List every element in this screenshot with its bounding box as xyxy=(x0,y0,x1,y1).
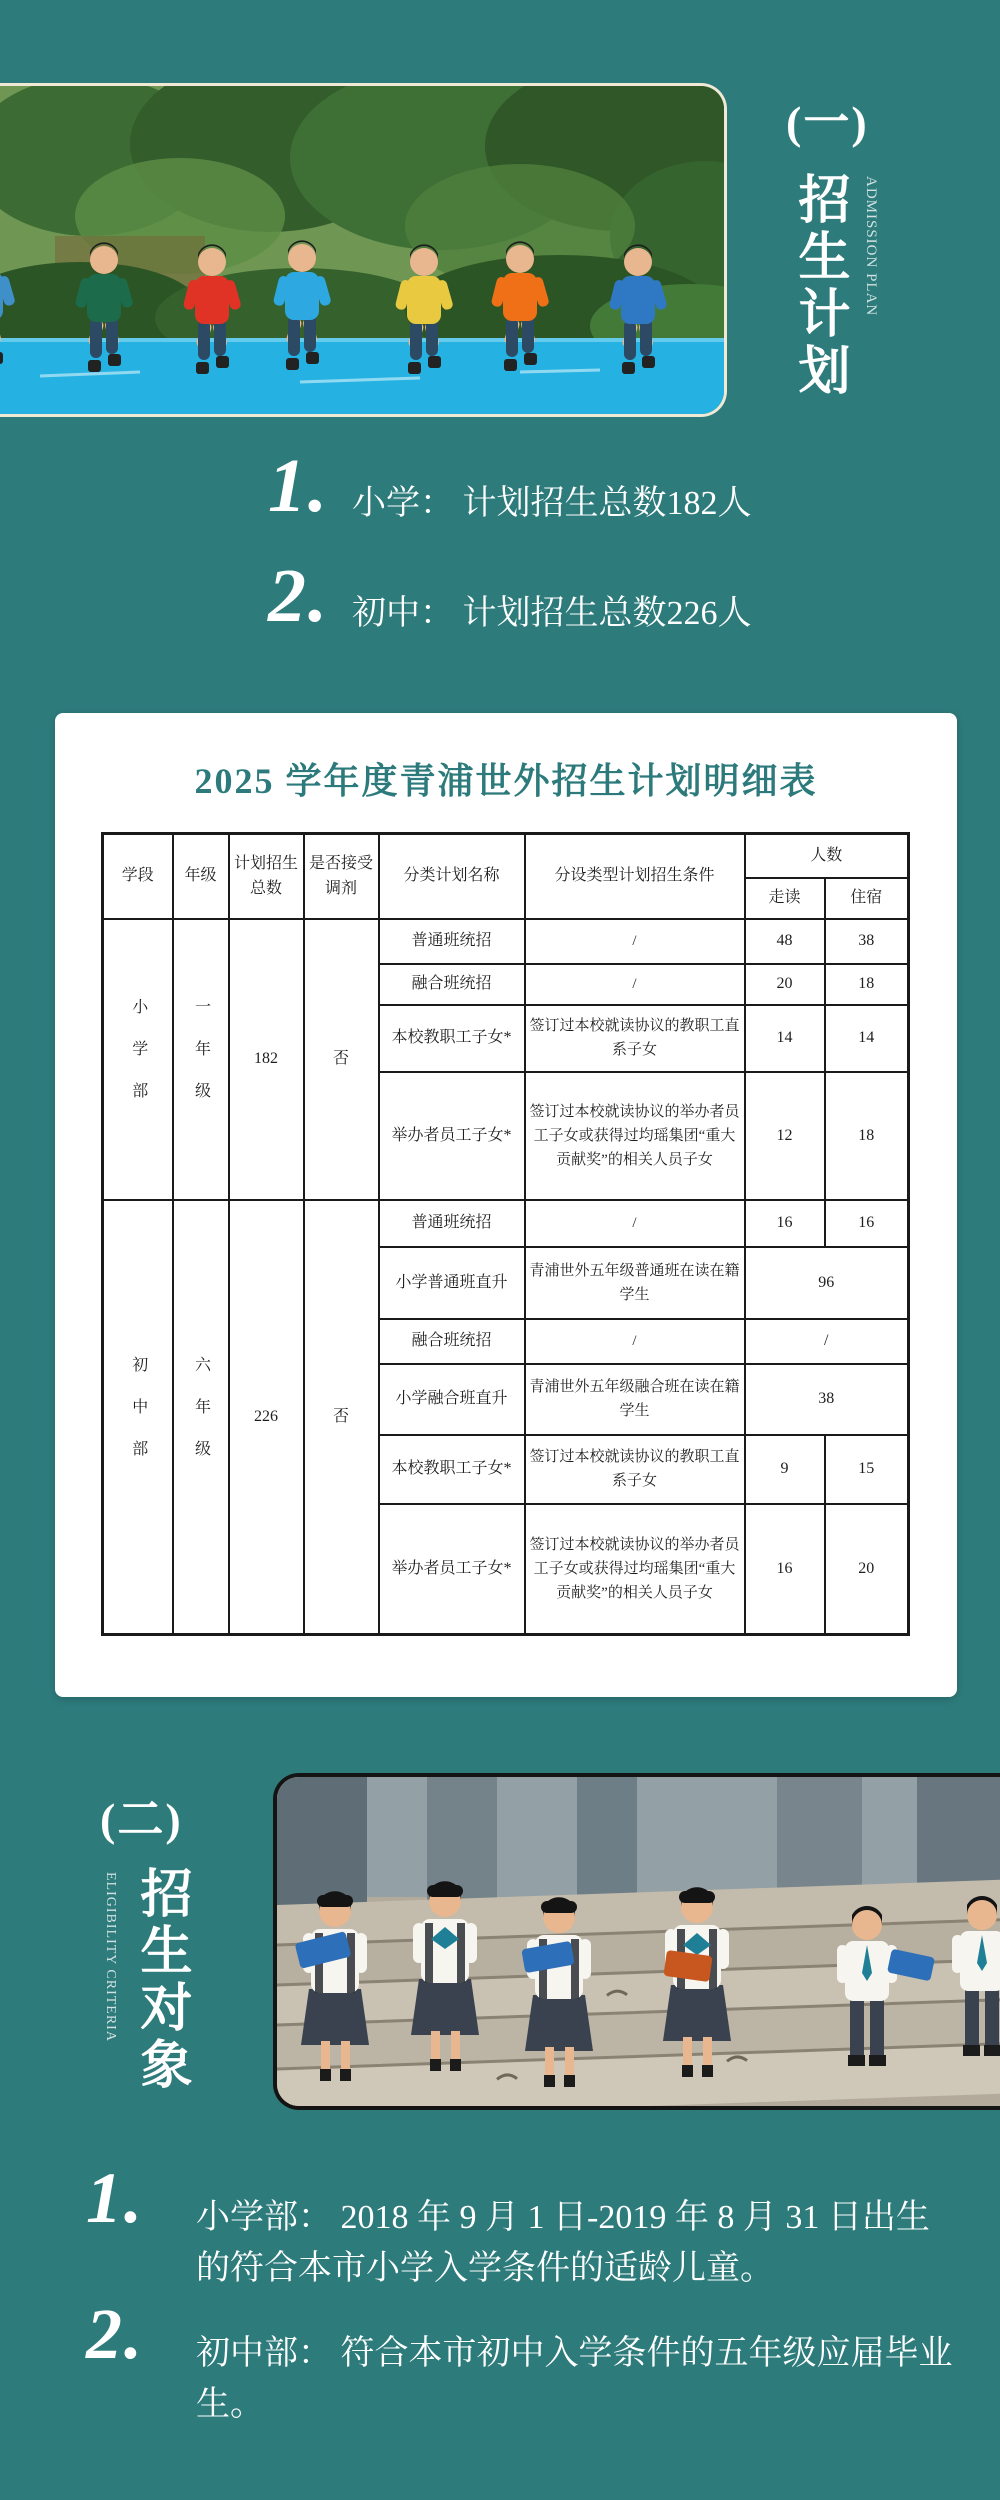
condition-cell: 青浦世外五年级融合班在读在籍学生 xyxy=(525,1364,745,1435)
grade-label: 六年级 xyxy=(192,1355,210,1482)
section-one-index: (一) xyxy=(786,97,869,148)
category-cell: 本校教职工子女* xyxy=(379,1435,525,1504)
section-one-title-en: ADMISSION PLAN xyxy=(863,176,879,317)
category-cell: 小学融合班直升 xyxy=(379,1364,525,1435)
section-two-index: (二) xyxy=(100,1794,183,1845)
plan-item-text: 小学： 计划招生总数182人 xyxy=(352,485,752,522)
plan-table-card xyxy=(55,713,957,1697)
day-count-cell: 12 xyxy=(745,1072,825,1200)
total-cell-primary: 182 xyxy=(229,919,304,1200)
category-cell: 举办者员工子女* xyxy=(379,1504,525,1635)
stage-label: 小学部 xyxy=(129,998,147,1125)
children-running-photo xyxy=(0,83,727,417)
adjust-cell-junior: 否 xyxy=(304,1200,379,1635)
col-header-day: 走读 xyxy=(745,878,825,919)
col-header-count: 人数 xyxy=(745,834,909,878)
section-one-title: 招生计划 xyxy=(790,172,847,400)
category-cell: 融合班统招 xyxy=(379,964,525,1005)
col-header-condition: 分设类型计划招生条件 xyxy=(525,834,745,919)
plan-item-text: 初中： 计划招生总数226人 xyxy=(352,595,752,632)
board-count-cell: 18 xyxy=(825,964,909,1005)
section-two-title: 招生对象 xyxy=(132,1866,189,2094)
category-cell: 普通班统招 xyxy=(379,919,525,964)
eligibility-item-text: 小学部： 2018 年 9 月 1 日-2019 年 8 月 31 日出生的符合本市小学入学条件的适龄儿童。 xyxy=(196,2199,930,2287)
board-count-cell: 16 xyxy=(825,1200,909,1247)
category-cell: 小学普通班直升 xyxy=(379,1247,525,1319)
children-running-illustration xyxy=(0,86,724,414)
merged-count-cell: 96 xyxy=(745,1247,909,1319)
category-cell: 举办者员工子女* xyxy=(379,1072,525,1200)
condition-cell: 签订过本校就读协议的教职工直系子女 xyxy=(525,1435,745,1504)
category-cell: 融合班统招 xyxy=(379,1319,525,1364)
stage-cell-junior xyxy=(103,1200,173,1635)
condition-cell: 签订过本校就读协议的举办者员工子女或获得过均瑶集团“重大贡献奖”的相关人员子女 xyxy=(525,1504,745,1635)
admission-plan-table xyxy=(101,832,910,1636)
category-cell: 普通班统招 xyxy=(379,1200,525,1247)
merged-count-cell: 38 xyxy=(745,1364,909,1435)
col-header-board: 住宿 xyxy=(825,878,909,919)
col-header-adjust: 是否接受调剂 xyxy=(304,834,379,919)
col-header-total: 计划招生总数 xyxy=(229,834,304,919)
board-count-cell: 38 xyxy=(825,919,909,964)
eligibility-item-number: 2. xyxy=(86,2294,144,2374)
category-cell: 本校教职工子女* xyxy=(379,1005,525,1072)
adjust-cell-primary: 否 xyxy=(304,919,379,1200)
grade-cell-junior xyxy=(173,1200,229,1635)
condition-cell: / xyxy=(525,964,745,1005)
condition-cell: 青浦世外五年级普通班在读在籍学生 xyxy=(525,1247,745,1319)
table-title: 2025 学年度青浦世外招生计划明细表 xyxy=(194,761,818,801)
total-cell-junior: 226 xyxy=(229,1200,304,1635)
condition-cell: / xyxy=(525,919,745,964)
students-walking-illustration xyxy=(277,1777,1000,2106)
board-count-cell: 15 xyxy=(825,1435,909,1504)
day-count-cell: 16 xyxy=(745,1200,825,1247)
section-two-title-en: ELIGIBILITY CRITERIA xyxy=(103,1872,118,2042)
day-count-cell: 48 xyxy=(745,919,825,964)
eligibility-item-text: 初中部： 符合本市初中入学条件的五年级应届毕业生。 xyxy=(196,2335,953,2423)
stage-label: 初中部 xyxy=(129,1355,147,1482)
grade-cell-primary xyxy=(173,919,229,1200)
day-count-cell: 14 xyxy=(745,1005,825,1072)
merged-count-cell: / xyxy=(745,1319,909,1364)
board-count-cell: 20 xyxy=(825,1504,909,1635)
col-header-grade: 年级 xyxy=(173,834,229,919)
condition-cell: / xyxy=(525,1319,745,1364)
condition-cell: 签订过本校就读协议的教职工直系子女 xyxy=(525,1005,745,1072)
board-count-cell: 14 xyxy=(825,1005,909,1072)
col-header-stage: 学段 xyxy=(103,834,173,919)
day-count-cell: 20 xyxy=(745,964,825,1005)
day-count-cell: 16 xyxy=(745,1504,825,1635)
grade-label: 一年级 xyxy=(192,998,210,1125)
condition-cell: / xyxy=(525,1200,745,1247)
col-header-category: 分类计划名称 xyxy=(379,834,525,919)
condition-cell: 签订过本校就读协议的举办者员工子女或获得过均瑶集团“重大贡献奖”的相关人员子女 xyxy=(525,1072,745,1200)
board-count-cell: 18 xyxy=(825,1072,909,1200)
plan-item-number: 1. xyxy=(268,444,329,528)
stage-cell-primary xyxy=(103,919,173,1200)
day-count-cell: 9 xyxy=(745,1435,825,1504)
students-walking-photo xyxy=(273,1773,1000,2110)
eligibility-item-number: 1. xyxy=(86,2158,144,2238)
plan-item-number: 2. xyxy=(268,554,329,638)
